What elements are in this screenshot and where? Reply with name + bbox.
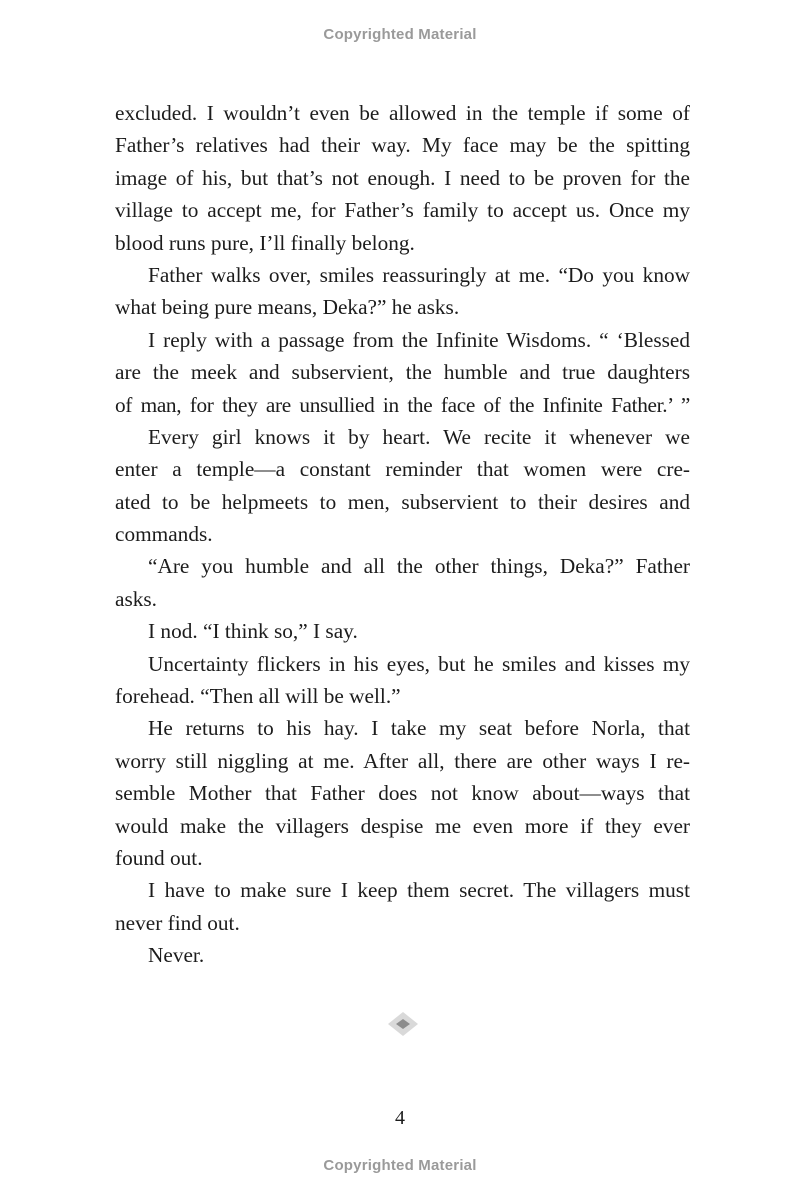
text-line: He returns to his hay. I take my seat before Norla, that (148, 716, 690, 741)
text-line: I have to make sure I keep them secret. The villagers must (148, 878, 690, 903)
text-line: forehead. “Then all will be well.” (115, 684, 401, 709)
body-text (115, 97, 690, 972)
text-line: would make the villagers despise me even more if they ever (115, 813, 690, 838)
diamond-ornament-icon (387, 1010, 419, 1038)
text-line: Every girl knows it by heart. We recite it whenever we (148, 424, 690, 449)
text-line: semble Mother that Father does not know about—ways that (115, 781, 690, 806)
text-line: “Are you humble and all the other things, Deka?” Father (148, 554, 690, 579)
text-line: excluded. I wouldn’t even be allowed in the temple if some of (115, 101, 690, 125)
text-line: ated to be helpmeets to men, subservient to their desires and (115, 489, 690, 514)
text-line: are the meek and subservient, the humble and true daughters (115, 360, 690, 385)
text-line: Never. (148, 943, 205, 968)
page-number: 4 (395, 1107, 405, 1129)
text-line: enter a temple—a constant reminder that women were cre- (115, 457, 690, 482)
text-line: worry still niggling at me. After all, there are other ways I re- (115, 748, 690, 773)
text-line: what being pure means, Deka?” he asks. (115, 295, 460, 320)
copyright-watermark-top: Copyrighted Material (323, 26, 477, 43)
text-line: found out. (115, 845, 203, 870)
text-line: I nod. “I think so,” I say. (148, 619, 358, 644)
text-line: blood runs pure, I’ll finally belong. (115, 230, 415, 255)
text-line: Father’s relatives had their way. My face may be the spitting (115, 133, 690, 158)
text-line: asks. (115, 586, 158, 611)
text-line: village to accept me, for Father’s family to accept us. Once my (115, 198, 690, 223)
text-line: Father walks over, smiles reassuringly at me. “Do you know (148, 262, 690, 287)
text-line: I reply with a passage from the Infinite Wisdoms. “ ‘Blessed (148, 327, 690, 352)
copyright-watermark-bottom: Copyrighted Material (323, 1157, 477, 1174)
text-line: image of his, but that’s not enough. I need to be proven for the (115, 165, 690, 190)
text-line: Uncertainty flickers in his eyes, but he smiles and kisses my (148, 651, 690, 676)
text-line: of man, for they are unsullied in the face of the Infinite Father.’ ” (115, 392, 690, 417)
text-line: never find out. (115, 910, 240, 935)
text-line: commands. (115, 522, 213, 547)
